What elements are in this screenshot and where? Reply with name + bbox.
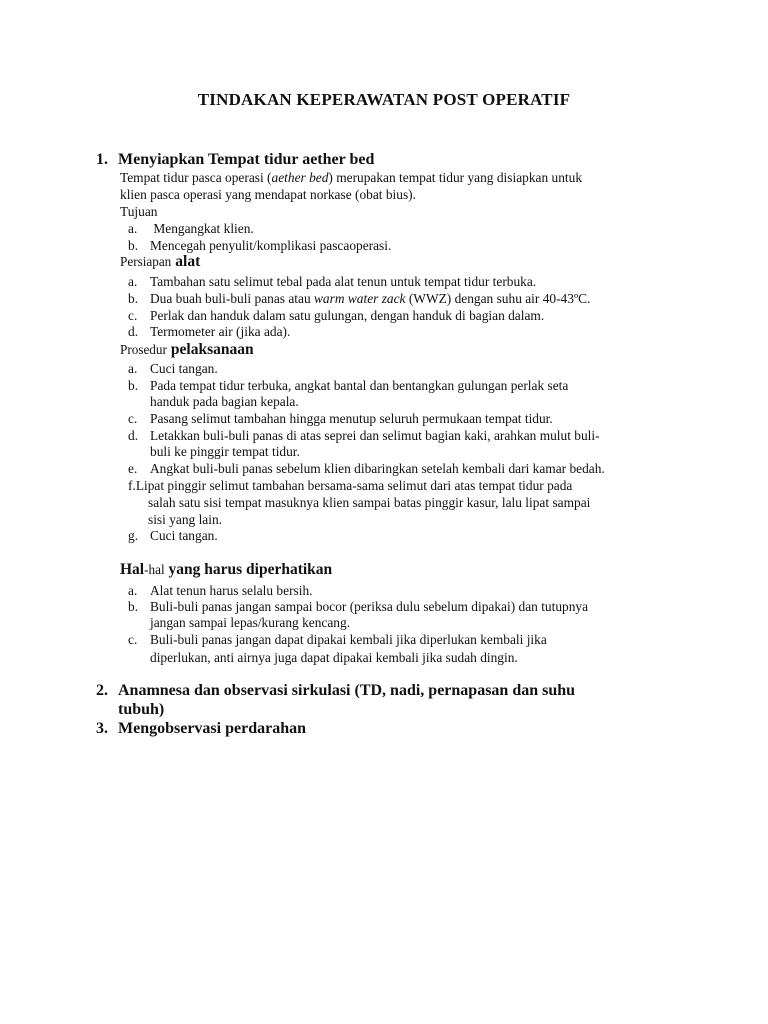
list-marker: d. [128, 428, 139, 443]
persiapan-label: Persiapan [120, 254, 172, 269]
list-item [128, 460, 605, 477]
list-text-continuation: jangan sampai lepas/kurang kencang. [150, 615, 351, 630]
list-item [128, 527, 218, 544]
list-text-italic: warm water zack [314, 291, 406, 306]
intro-text: Tempat tidur pasca operasi ( [120, 170, 272, 185]
hal-label-bold-cont: yang harus diperhatikan [164, 561, 333, 578]
list-text: Buli-buli panas jangan dapat dipakai kembali jika diperlukan kembali jika [150, 632, 547, 647]
list-text: Mencegah penyulit/komplikasi pascaoperasi. [150, 238, 392, 253]
section-title: Menyiapkan Tempat tidur aether bed [118, 151, 375, 168]
list-marker: a. [128, 221, 138, 236]
list-item [128, 323, 290, 340]
persiapan-heading [120, 253, 200, 271]
list-marker: e. [128, 461, 138, 476]
list-text-continuation: salah satu sisi tempat masuknya klien sampai batas pinggir kasur, lalu lipat sampai [148, 495, 591, 510]
list-item [128, 377, 568, 394]
list-text-continuation: sisi yang lain. [148, 512, 223, 527]
list-text: Lipat pinggir selimut tambahan bersama-sama selimut dari atas tempat tidur pada [135, 478, 573, 493]
list-marker: b. [128, 599, 139, 614]
section-title: Mengobservasi perdarahan [118, 720, 306, 737]
section-title-continuation: tubuh) [118, 701, 165, 718]
hal-label: -hal [144, 562, 165, 577]
intro-line-1 [120, 169, 582, 186]
list-marker: a. [128, 361, 138, 376]
list-marker: g. [128, 528, 139, 543]
list-marker: a. [128, 274, 138, 289]
section-number: 1. [96, 151, 108, 168]
prosedur-label-bold: pelaksanaan [170, 341, 254, 358]
tujuan-label: Tujuan [120, 204, 158, 219]
list-marker: b. [128, 291, 139, 306]
list-text-continuation: diperlukan, anti airnya juga dapat dipakai kembali jika sudah dingin. [150, 650, 518, 665]
list-item [128, 220, 254, 237]
list-marker: b. [128, 378, 139, 393]
document-title: TINDAKAN KEPERAWATAN POST OPERATIF [197, 90, 571, 109]
list-item [128, 631, 547, 648]
list-text: Tambahan satu selimut tebal pada alat tenun untuk tempat tidur terbuka. [150, 274, 537, 289]
prosedur-heading [120, 341, 254, 359]
list-marker: f. [128, 478, 136, 493]
persiapan-label-bold: alat [175, 253, 201, 270]
section-1-heading [96, 151, 374, 169]
list-marker: c. [128, 308, 138, 323]
intro-line-2: klien pasca operasi yang mendapat norkase (obat bius). [120, 187, 416, 202]
list-item [128, 477, 572, 494]
section-number: 2. [96, 682, 108, 699]
hal-label-bold: Hal [120, 561, 145, 578]
list-marker: b. [128, 238, 139, 253]
list-item [128, 598, 588, 615]
list-item [128, 273, 536, 290]
list-text: Dua buah buli-buli panas atau [150, 291, 314, 306]
list-text: Mengangkat klien. [150, 221, 254, 236]
list-text: Termometer air (jika ada). [150, 324, 291, 339]
intro-italic: aether bed [271, 170, 329, 185]
prosedur-label: Prosedur [120, 342, 167, 357]
list-text: Pada tempat tidur terbuka, angkat bantal dan bentangkan gulungan perlak seta [150, 378, 569, 393]
list-marker: d. [128, 324, 139, 339]
list-item [128, 410, 553, 427]
list-item [128, 307, 544, 324]
list-text: Cuci tangan. [150, 361, 218, 376]
list-marker: c. [128, 632, 138, 647]
section-2-heading [96, 682, 575, 700]
section-number: 3. [96, 720, 108, 737]
list-item [128, 360, 218, 377]
list-text: Alat tenun harus selalu bersih. [150, 583, 313, 598]
list-text: Letakkan buli-buli panas di atas seprei dan selimut bagian kaki, arahkan mulut buli- [150, 428, 600, 443]
list-marker: c. [128, 411, 138, 426]
list-text-continuation: handuk pada bagian kepala. [150, 394, 299, 409]
list-item [128, 427, 600, 444]
list-marker: a. [128, 583, 138, 598]
list-text: Perlak dan handuk dalam satu gulungan, dengan handuk di bagian dalam. [150, 308, 545, 323]
list-item [128, 290, 590, 307]
list-text: Pasang selimut tambahan hingga menutup seluruh permukaan tempat tidur. [150, 411, 553, 426]
list-text: Buli-buli panas jangan sampai bocor (periksa dulu sebelum dipakai) dan tutupnya [150, 599, 589, 614]
list-text: Cuci tangan. [150, 528, 218, 543]
hal-heading [120, 561, 332, 579]
list-text-continuation: buli ke pinggir tempat tidur. [150, 444, 300, 459]
list-text-cont: (WWZ) dengan suhu air 40-43ºC. [405, 291, 591, 306]
list-item [128, 237, 391, 254]
intro-text-cont: ) merupakan tempat tidur yang disiapkan untuk [328, 170, 583, 185]
section-3-heading [96, 720, 306, 738]
section-title: Anamnesa dan observasi sirkulasi (TD, nadi, pernapasan dan suhu [118, 682, 576, 699]
list-item [128, 582, 313, 599]
list-text: Angkat buli-buli panas sebelum klien dibaringkan setelah kembali dari kamar bedah. [150, 461, 605, 476]
